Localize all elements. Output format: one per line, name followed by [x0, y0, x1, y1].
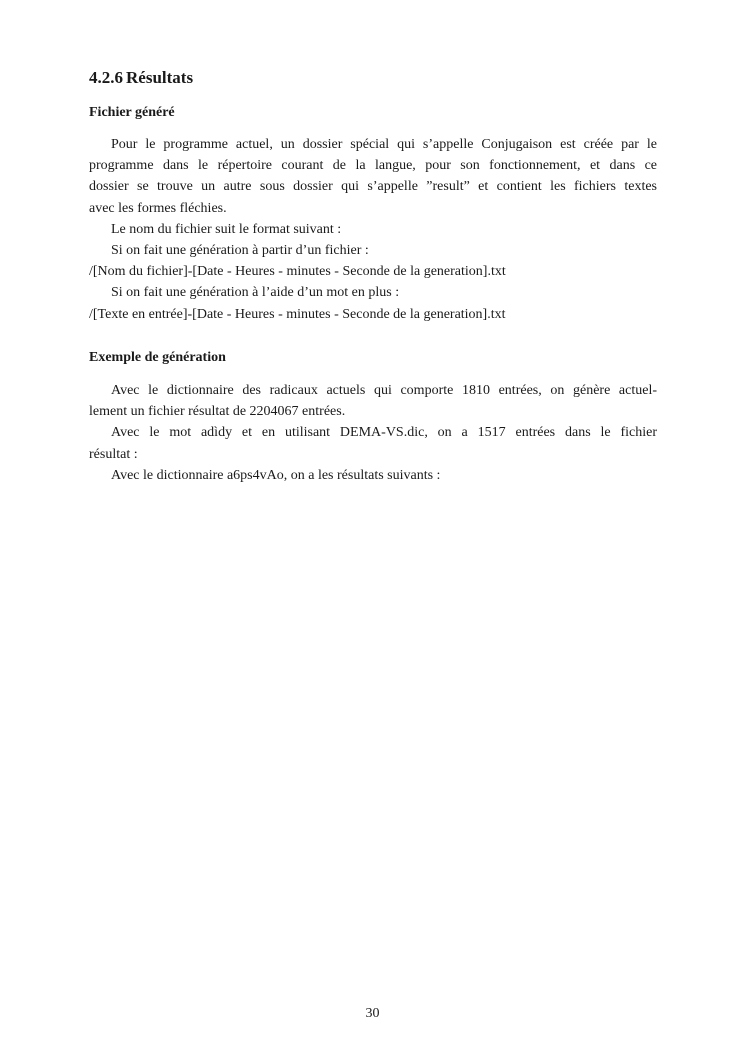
word-pattern-line: /[Texte en entrée]-[Date - Heures - minutes - Seconde de la generation].txt	[89, 306, 506, 322]
section-heading	[89, 67, 193, 89]
case-word-line: Si on fait une génération à l’aide d’un mot en plus :	[111, 285, 400, 301]
paragraph-line: résultat :	[89, 446, 138, 462]
paragraph-line: Avec le dictionnaire a6ps4vAo, on a les résultats suivants :	[111, 467, 441, 483]
paragraph-line: Avec le mot adìdy et en utilisant DEMA-VS.dic, on a 1517 entrées dans le fichier	[111, 425, 657, 441]
format-intro-line: Le nom du fichier suit le format suivant :	[111, 221, 342, 237]
paragraph-line: Pour le programme actuel, un dossier spécial qui s’appelle Conjugaison est créée par le	[111, 137, 657, 152]
paragraph-line: programme dans le répertoire courant de la langue, pour son fonctionnement, et dans ce	[89, 158, 657, 174]
paragraph-line: dossier se trouve un autre sous dossier qui s’appelle ”result” et contient les fichiers textes	[89, 179, 657, 195]
paragraph-fichier-genere	[89, 134, 657, 325]
section-number: 4.2.6	[89, 68, 123, 87]
subsection-heading-exemple: Exemple de génération	[89, 350, 226, 365]
paragraph-line: avec les formes fléchies.	[89, 200, 227, 216]
case-file-line: Si on fait une génération à partir d’un fichier :	[111, 243, 369, 259]
paragraph-line: Avec le dictionnaire des radicaux actuels qui comporte 1810 entrées, on génère actuel-	[111, 383, 657, 398]
page-number: 30	[365, 1006, 380, 1021]
paragraph-line: lement un fichier résultat de 2204067 entrées.	[89, 404, 346, 420]
document-page	[89, 0, 657, 1053]
section-title: Résultats	[126, 68, 194, 87]
file-pattern-line: /[Nom du fichier]-[Date - Heures - minutes - Seconde de la generation].txt	[89, 264, 506, 280]
paragraph-exemple	[89, 380, 657, 486]
subsection-heading-fichier-genere: Fichier généré	[89, 105, 175, 120]
